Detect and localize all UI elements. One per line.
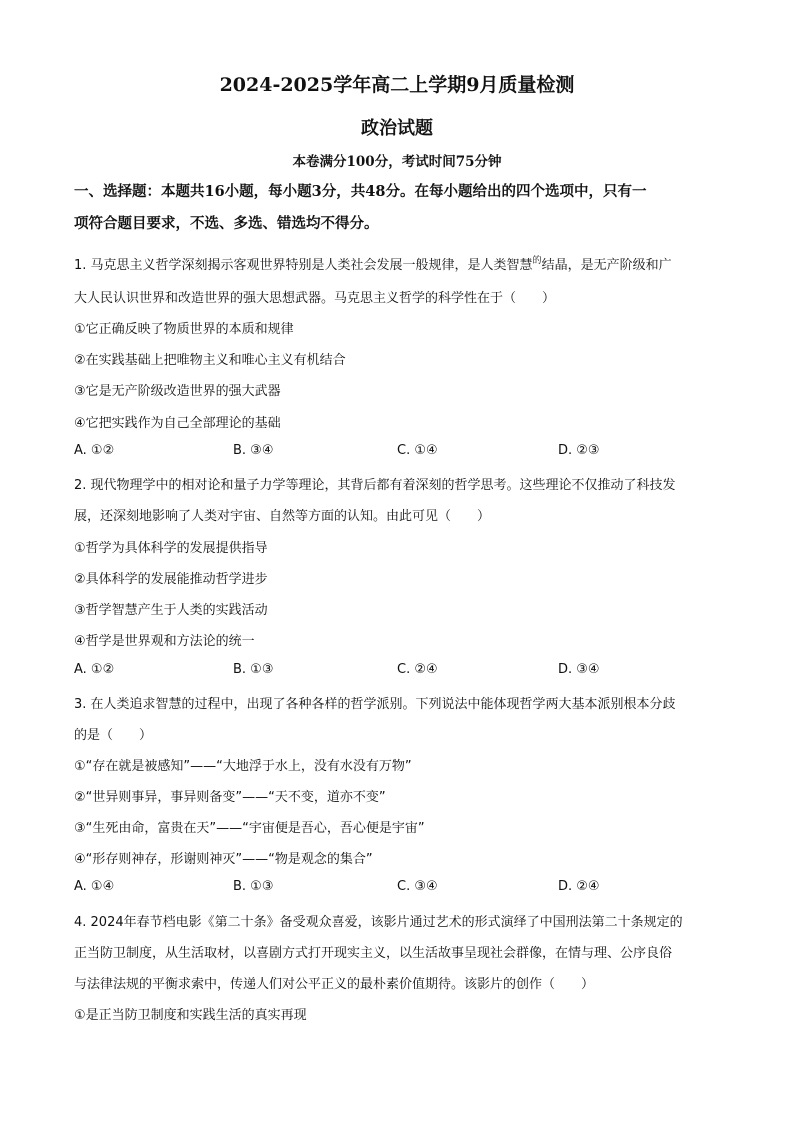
q1-stem-line2: 大人民认识世界和改造世界的强大思想武器。马克思主义哲学的科学性在于（ ） [74, 291, 556, 306]
exam-subject: 政治试题 [361, 118, 433, 139]
q3-option-d[interactable]: D. ②④ [558, 879, 600, 894]
q4-item-1: ①是正当防卫制度和实践生活的真实再现 [74, 1008, 307, 1023]
q1-option-c[interactable]: C. ①④ [397, 443, 438, 458]
q2-option-b[interactable]: B. ①③ [233, 662, 274, 677]
q4-stem-line2: 正当防卫制度，从生活取材，以喜剧方式打开现实主义，以生活故事呈现社会群像，在情与理、公序良俗 [74, 946, 673, 961]
q1-stem-line1: 1. 马克思主义哲学深刻揭示客观世界特别是人类社会发展一般规律，是人类智慧$^的$结晶，是无产阶级和广 [74, 256, 672, 273]
section-heading [74, 176, 724, 240]
q2-options [74, 662, 724, 680]
q3-option-b[interactable]: B. ①③ [233, 879, 274, 894]
q1-item-3: ③它是无产阶级改造世界的强大武器 [74, 384, 281, 399]
q1-item-4: ④它把实践作为自己全部理论的基础 [74, 416, 281, 431]
q1-item-2: ②在实践基础上把唯物主义和唯心主义有机结合 [74, 353, 346, 368]
q1-option-b[interactable]: B. ③④ [233, 443, 274, 458]
q2-stem-line2: 展，还深刻地影响了人类对宇宙、自然等方面的认知。由此可见（ ） [74, 509, 491, 524]
q3-item-2: ②“世异则事异，事异则备变”——“天不变，道亦不变” [74, 790, 386, 805]
q3-item-1: ①“存在就是被感知”——“大地浮于水上，没有水没有万物” [74, 759, 412, 774]
q4-stem-line1: 4. 2024年春节档电影《第二十条》备受观众喜爱，该影片通过艺术的形式演绎了中国刑法第二十条规定的 [74, 915, 683, 930]
q3-item-3: ③“生死由命，富贵在天”——“宇宙便是吾心，吾心便是宇宙” [74, 821, 425, 836]
q2-item-3: ③哲学智慧产生于人类的实践活动 [74, 603, 268, 618]
q3-option-a[interactable]: A. ①④ [74, 879, 115, 894]
q4-stem-line3: 与法律法规的平衡求索中，传递人们对公平正义的最朴素价值期待。该影片的创作（ ） [74, 977, 595, 992]
q3-options [74, 879, 724, 897]
q1-option-d[interactable]: D. ②③ [558, 443, 600, 458]
section-heading-line2: 项符合题目要求，不选、多选、错选均不得分。 [74, 215, 379, 232]
q3-item-4: ④“形存则神存，形谢则神灭”——“物是观念的集合” [74, 852, 373, 867]
q2-item-4: ④哲学是世界观和方法论的统一 [74, 634, 255, 649]
q1-item-1: ①它正确反映了物质世界的本质和规律 [74, 322, 294, 337]
exam-title: 2024-2025学年高二上学期9月质量检测 [219, 74, 575, 96]
q3-option-c[interactable]: C. ③④ [397, 879, 438, 894]
q2-item-1: ①哲学为具体科学的发展提供指导 [74, 541, 268, 556]
q3-stem-line1: 3. 在人类追求智慧的过程中，出现了各种各样的哲学派别。下列说法中能体现哲学两大基本派别根本分歧 [74, 697, 676, 712]
q2-item-2: ②具体科学的发展能推动哲学进步 [74, 572, 268, 587]
q2-option-a[interactable]: A. ①② [74, 662, 115, 677]
section-heading-line1: 一、选择题：本题共16小题，每小题3分，共48分。在每小题给出的四个选项中，只有一 [74, 183, 647, 200]
q2-stem-line1: 2. 现代物理学中的相对论和量子力学等理论，其背后都有着深刻的哲学思考。这些理论不仅推动了科技发 [74, 478, 676, 493]
q2-option-c[interactable]: C. ②④ [397, 662, 438, 677]
exam-info: 本卷满分100分，考试时间75分钟 [292, 154, 502, 170]
q1-option-a[interactable]: A. ①② [74, 443, 115, 458]
q3-stem-line2: 的是（ ） [74, 728, 153, 743]
q2-option-d[interactable]: D. ③④ [558, 662, 600, 677]
q1-options [74, 443, 724, 461]
